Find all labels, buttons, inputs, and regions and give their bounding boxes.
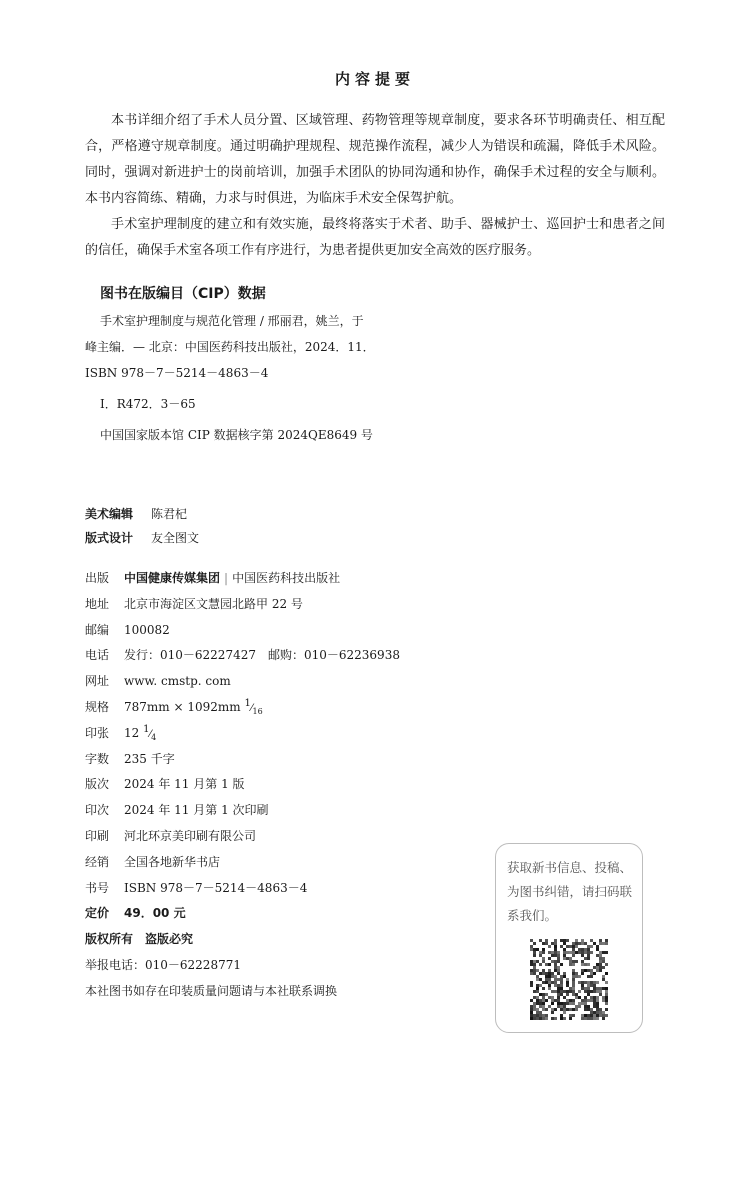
cip-publisher-line: 峰主编．— 北京：中国医药科技出版社，2024．11． [85, 340, 375, 354]
booknum-value: ISBN 978－7－5214－4863－4 [124, 880, 308, 895]
distributor-value: 全国各地新华书店 [124, 854, 221, 869]
booknum-label: 书号 [85, 880, 110, 895]
sheets-label: 印张 [85, 725, 110, 740]
booknum-row [85, 876, 400, 902]
cip-heading: 图书在版编目（CIP）数据 [100, 286, 266, 302]
fraction-denominator: 16 [252, 706, 263, 716]
website-value: www. cmstp. com [124, 674, 231, 689]
publisher-group: 中国健康传媒集团 [124, 571, 221, 585]
credit-label: 版式设计 [85, 531, 134, 545]
phone-value: 发行：010－62227427 邮购：010－62236938 [124, 648, 400, 663]
rights-notice: 版权所有 盗版必究 [85, 932, 194, 947]
price-label: 定价 [85, 906, 110, 921]
credits [85, 502, 199, 550]
separator: | [224, 571, 229, 585]
address-value: 北京市海淀区文慧园北路甲 22 号 [124, 596, 303, 611]
printer-value: 河北环京美印刷有限公司 [124, 828, 257, 843]
distributor-row [85, 850, 400, 876]
postcode-row [85, 618, 400, 644]
publisher-name: 中国医药科技出版社 [232, 571, 341, 585]
printing-label: 印次 [85, 803, 110, 818]
edition-label: 版次 [85, 777, 110, 792]
publisher-label: 出版 [85, 571, 110, 585]
website-row [85, 669, 400, 695]
website-label: 网址 [85, 674, 110, 689]
fraction-numerator: 1 [244, 697, 251, 709]
address-row [85, 592, 400, 618]
words-label: 字数 [85, 751, 110, 766]
printing-value: 2024 年 11 月第 1 次印刷 [124, 803, 269, 818]
phone-row [85, 643, 400, 669]
credit-value: 友全图文 [151, 531, 200, 545]
fraction-slash: ⁄ [250, 702, 253, 714]
qr-code-icon[interactable] [530, 938, 608, 1020]
credit-row [85, 526, 199, 550]
cip-record-number: 中国国家版本馆 CIP 数据核字第 2024QE8649 号 [100, 428, 373, 442]
credit-row [85, 502, 199, 526]
printer-label: 印刷 [85, 828, 110, 843]
price-value: 49．00 元 [124, 906, 186, 921]
contact-notice-box [495, 843, 643, 1033]
summary-title: 内容提要 [334, 70, 415, 88]
format-fraction [244, 697, 263, 716]
cip-record [85, 308, 405, 448]
summary-body [85, 108, 665, 264]
edition-value: 2024 年 11 月第 1 版 [124, 777, 245, 792]
sheets-fraction [143, 723, 157, 742]
words-row [85, 747, 400, 773]
cip-title-line: 手术室护理制度与规范化管理 / 邢丽君，姚兰，于 [100, 314, 364, 328]
quality-notice: 本社图书如存在印装质量问题请与本社联系调换 [85, 983, 338, 998]
distributor-label: 经销 [85, 854, 110, 869]
cip-classification: Ⅰ．R472．3－65 [100, 397, 196, 411]
sheets-value: 12 [124, 725, 144, 740]
sheets-row [85, 721, 400, 747]
fraction-numerator: 1 [143, 723, 150, 735]
edition-row [85, 772, 400, 798]
printing-row [85, 798, 400, 824]
fraction-slash: ⁄ [149, 728, 152, 740]
notice-text: 获取新书信息、投稿、为图书纠错，请扫码联系我们。 [507, 860, 633, 923]
words-value: 235 千字 [124, 751, 175, 766]
summary-paragraph: 手术室护理制度的建立和有效实施，最终将落实于术者、助手、器械护士、巡回护士和患者之间的信任，确保手术室各项工作有序进行，为患者提供更加安全高效的医疗服务。 [85, 217, 665, 258]
credit-label: 美术编辑 [85, 507, 134, 521]
summary-paragraph: 本书详细介绍了手术人员分置、区域管理、药物管理等规章制度，要求各环节明确责任、相互配合，严格遵守规章制度。通过明确护理规程、规范操作流程，减少人为错误和疏漏，降低手术风险。同时，强调对新进护士的岗前培训，加强手术团队的协同沟通和协作，确保手术过程的安全与顺利。本书内容简练、精确，力求与时俱进，为临床手术安全保驾护航。 [85, 113, 665, 206]
phone-label: 电话 [85, 648, 110, 663]
format-value: 787mm × 1092mm [124, 699, 245, 714]
cip-isbn: ISBN 978－7－5214－4863－4 [85, 366, 269, 380]
address-label: 地址 [85, 596, 110, 611]
format-row [85, 695, 400, 721]
format-label: 规格 [85, 699, 110, 714]
printer-row [85, 824, 400, 850]
postcode-label: 邮编 [85, 622, 110, 637]
publication-info [85, 566, 400, 1005]
postcode-value: 100082 [124, 622, 170, 637]
report-phone: 举报电话：010－62228771 [85, 957, 241, 972]
fraction-denominator: 4 [151, 732, 157, 742]
price-row [85, 901, 400, 927]
publisher-row [85, 566, 400, 592]
credit-value: 陈君杞 [151, 507, 188, 521]
